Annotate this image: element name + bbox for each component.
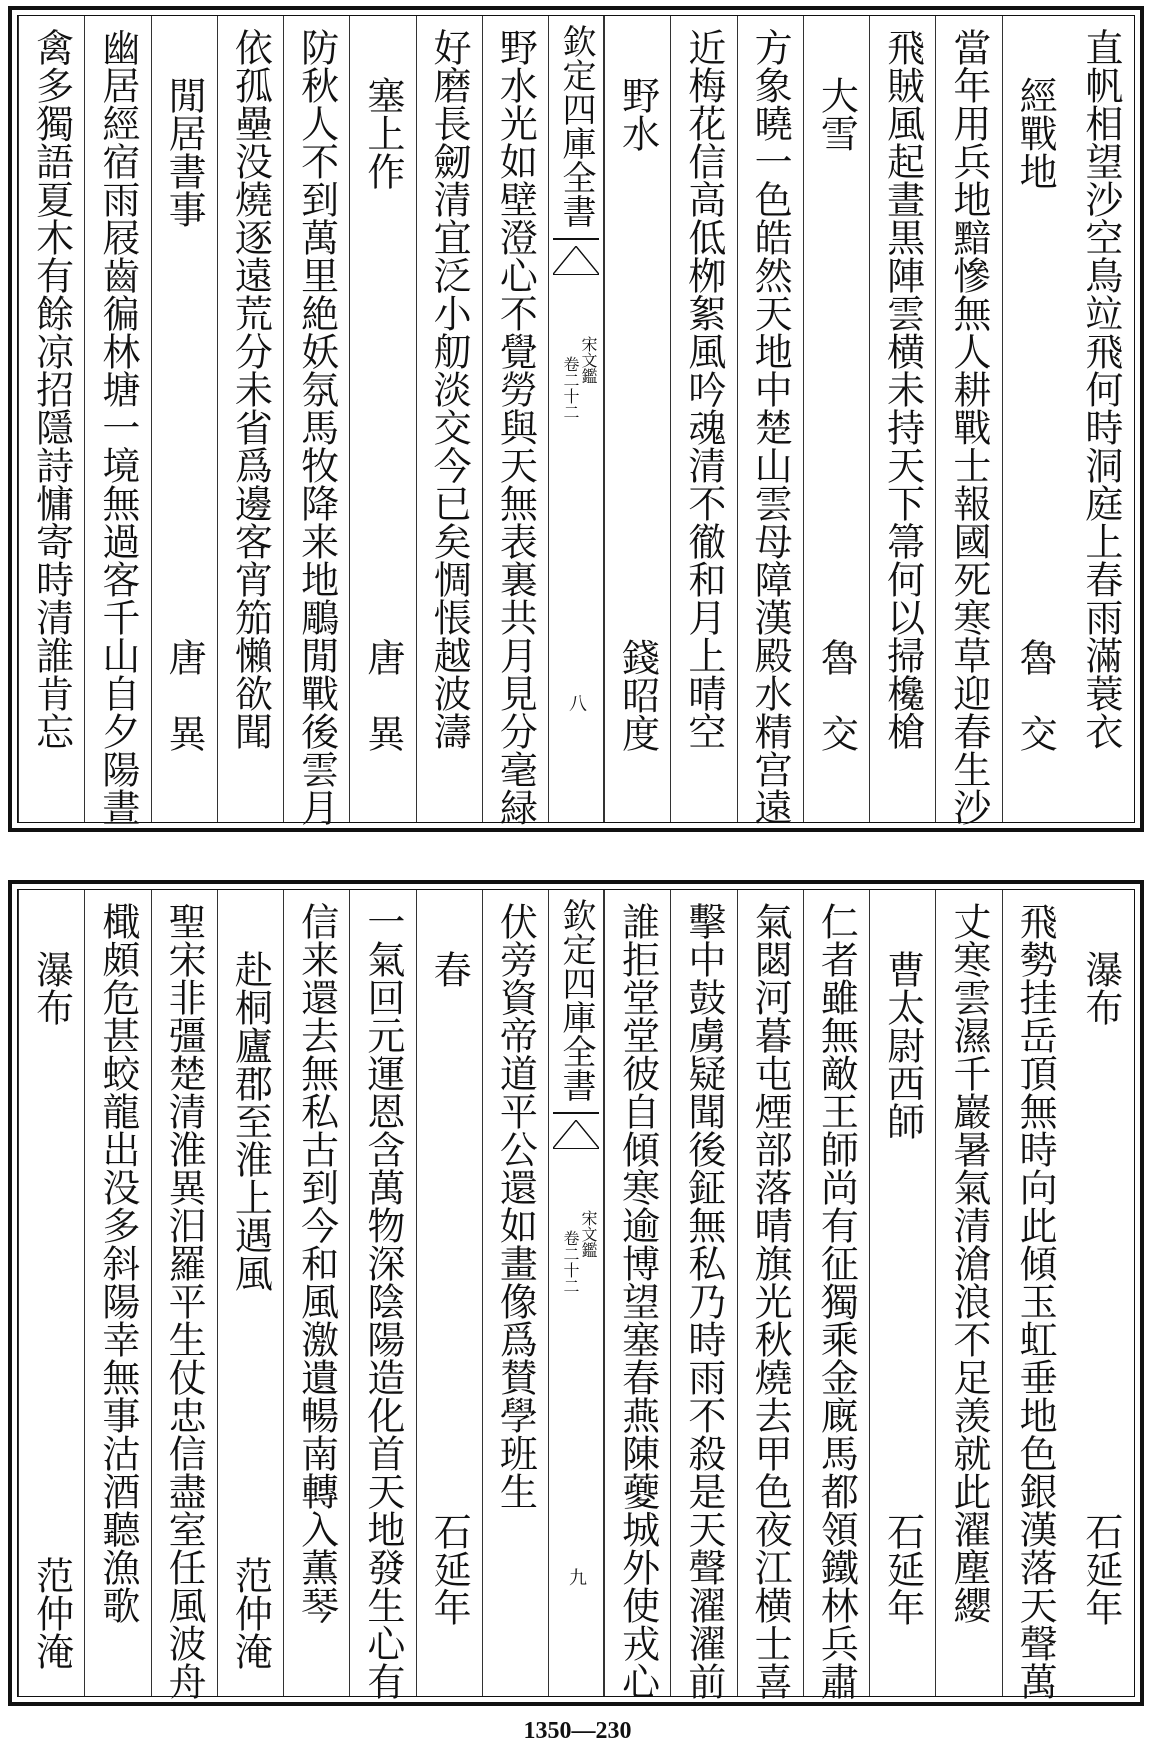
- poem-text-column: [869, 16, 935, 822]
- poem-text-column: [151, 890, 217, 1700]
- poem-title-column: [217, 890, 283, 1696]
- poem-title-column: [151, 16, 217, 822]
- page-footer-label: 1350—230: [523, 1718, 632, 1744]
- verse-line: 飛賊風起晝黒陣雲横未持天下箒何以掃欃槍: [880, 28, 925, 750]
- verse-line: 信来還去無私古到今和風激遺暢南轉入薫琴: [294, 902, 339, 1624]
- verse-line: 誰拒堂堂彼自傾寒逾博望塞春燕陳䕫城外使戎心: [615, 902, 660, 1700]
- collection-name: 宋文鑑: [579, 1210, 598, 1258]
- poem-title-column: [604, 16, 670, 822]
- poem-title: 塞上作: [360, 76, 405, 190]
- poem-text-column: [283, 16, 349, 826]
- volume-number: 卷二十二: [561, 1230, 580, 1294]
- verse-line: 直帆相望沙空鳥竝飛何時洞庭上春雨滿蓑衣: [1078, 28, 1123, 750]
- lower-page: [8, 880, 1144, 1706]
- poem-title-column: [416, 890, 482, 1696]
- poem-author: 錢昭度: [615, 638, 660, 752]
- poem-text-column: [670, 16, 736, 822]
- verse-line: 聖宋非彊楚清淮異汨羅平生仗忠信盡室任風波舟: [162, 902, 207, 1700]
- poem-author: 范仲淹: [228, 1556, 273, 1670]
- poem-title: 閒居書事: [162, 76, 207, 228]
- book-title: 欽定四庫全書: [556, 898, 596, 1102]
- poem-text-column: [283, 890, 349, 1696]
- poem-text-column: [217, 16, 283, 822]
- verse-line: 好磨長劒清宜泛小舠淡交今已矣惆悵越波濤: [427, 28, 472, 750]
- verse-line: 仁者雖無敵王師尚有征獨乘金廐馬都領鐵林兵肅: [814, 902, 859, 1700]
- verse-line: 伏旁資帝道平公還如畫像爲賛學班生: [493, 902, 538, 1510]
- verse-line: 禽多獨語夏木有餘凉招隱詩慵寄時清誰肯忘: [29, 28, 74, 750]
- poem-author: 唐 異: [162, 638, 207, 752]
- verse-line: 檝頗危甚蛟龍出没多斜陽幸無事沽酒聽漁歌: [95, 902, 140, 1624]
- verse-line: 飛勢挂岳頂無時向此傾玉虹垂地色銀漢落天聲萬: [1013, 902, 1058, 1700]
- poem-text-column: [935, 16, 1001, 826]
- poem-author: 唐 異: [360, 638, 405, 752]
- poem-text-column: [1068, 16, 1134, 822]
- poem-text-column: [18, 16, 84, 822]
- verse-line: 一氣回元運恩含萬物深陰陽造化首天地發生心有: [360, 902, 405, 1700]
- lower-page-frame: [17, 889, 1135, 1700]
- book-title: 欽定四庫全書: [556, 24, 596, 228]
- poem-text-column: [737, 16, 803, 826]
- poem-author: 石延年: [880, 1512, 925, 1626]
- verse-line: 近梅花信高低栁絮風吟魂清不徹和月上晴空: [681, 28, 726, 750]
- poem-text-column: [482, 890, 548, 1696]
- verse-line: 擊中鼓虜疑聞後鉦無私乃時雨不殺是天聲濯濯前: [681, 902, 726, 1700]
- verse-line: 幽居經宿雨屐齒徧林塘一境無過客千山自夕陽晝: [95, 28, 140, 826]
- fishtail-mark: [553, 1112, 599, 1174]
- verse-line: 方象曉一色皓然天地中楚山雲母障漢殿水精宫遠: [748, 28, 793, 826]
- center-fold-column: [548, 890, 604, 1696]
- poem-text-column: [1002, 890, 1068, 1700]
- poem-title: 赴桐廬郡至淮上遇風: [228, 950, 273, 1292]
- upper-page-frame: [17, 15, 1135, 826]
- poem-title-column: [1002, 16, 1068, 822]
- poem-author: 魯 交: [1013, 638, 1058, 752]
- verse-line: 防秋人不到萬里絶妖氛馬牧降来地鵰閒戰後雲月: [294, 28, 339, 826]
- poem-text-column: [803, 890, 869, 1700]
- poem-title: 曹太尉西師: [880, 950, 925, 1140]
- poem-title-column: [803, 16, 869, 822]
- poem-author: 石延年: [1078, 1512, 1123, 1626]
- poem-text-column: [935, 890, 1001, 1696]
- poem-title-column: [18, 890, 84, 1696]
- verse-line: 野水光如壁澄心不覺勞與天無表裏共月見分毫緑: [493, 28, 538, 826]
- poem-text-column: [604, 890, 670, 1700]
- poem-text-column: [84, 890, 150, 1696]
- poem-title: 瀑布: [29, 950, 74, 1026]
- poem-text-column: [349, 890, 415, 1700]
- verse-line: 依孤壘没燒逐遠荒分未省爲邊客宵笳懶欲聞: [228, 28, 273, 750]
- poem-title-column: [1068, 890, 1134, 1696]
- poem-text-column: [737, 890, 803, 1700]
- upper-page: [8, 6, 1144, 832]
- poem-text-column: [482, 16, 548, 826]
- poem-text-column: [84, 16, 150, 826]
- poem-title-column: [349, 16, 415, 822]
- poem-title: 瀑布: [1078, 950, 1123, 1026]
- poem-title: 春: [427, 950, 472, 988]
- verse-line: 丈寒雲濕千巖暑氣清滄浪不足羡就此濯塵纓: [946, 902, 991, 1624]
- volume-number: 卷二十二: [561, 356, 580, 420]
- verse-line: 氣閟河暮屯煙部落晴旗光秋燒去甲色夜江横士喜: [748, 902, 793, 1700]
- collection-name: 宋文鑑: [579, 336, 598, 384]
- leaf-number: 八: [566, 694, 587, 712]
- poem-author: 范仲淹: [29, 1556, 74, 1670]
- poem-author: 魯 交: [814, 638, 859, 752]
- leaf-number: 九: [566, 1568, 587, 1586]
- verse-line: 當年用兵地黯慘無人耕戰士報國死寒草迎春生沙: [946, 28, 991, 826]
- fishtail-mark: [553, 238, 599, 300]
- poem-author: 石延年: [427, 1512, 472, 1626]
- poem-text-column: [416, 16, 482, 822]
- poem-text-column: [670, 890, 736, 1700]
- poem-title: 大雪: [814, 76, 859, 152]
- poem-title: 野水: [615, 76, 660, 152]
- poem-title: 經戰地: [1013, 76, 1058, 190]
- center-fold-column: [548, 16, 604, 822]
- poem-title-column: [869, 890, 935, 1696]
